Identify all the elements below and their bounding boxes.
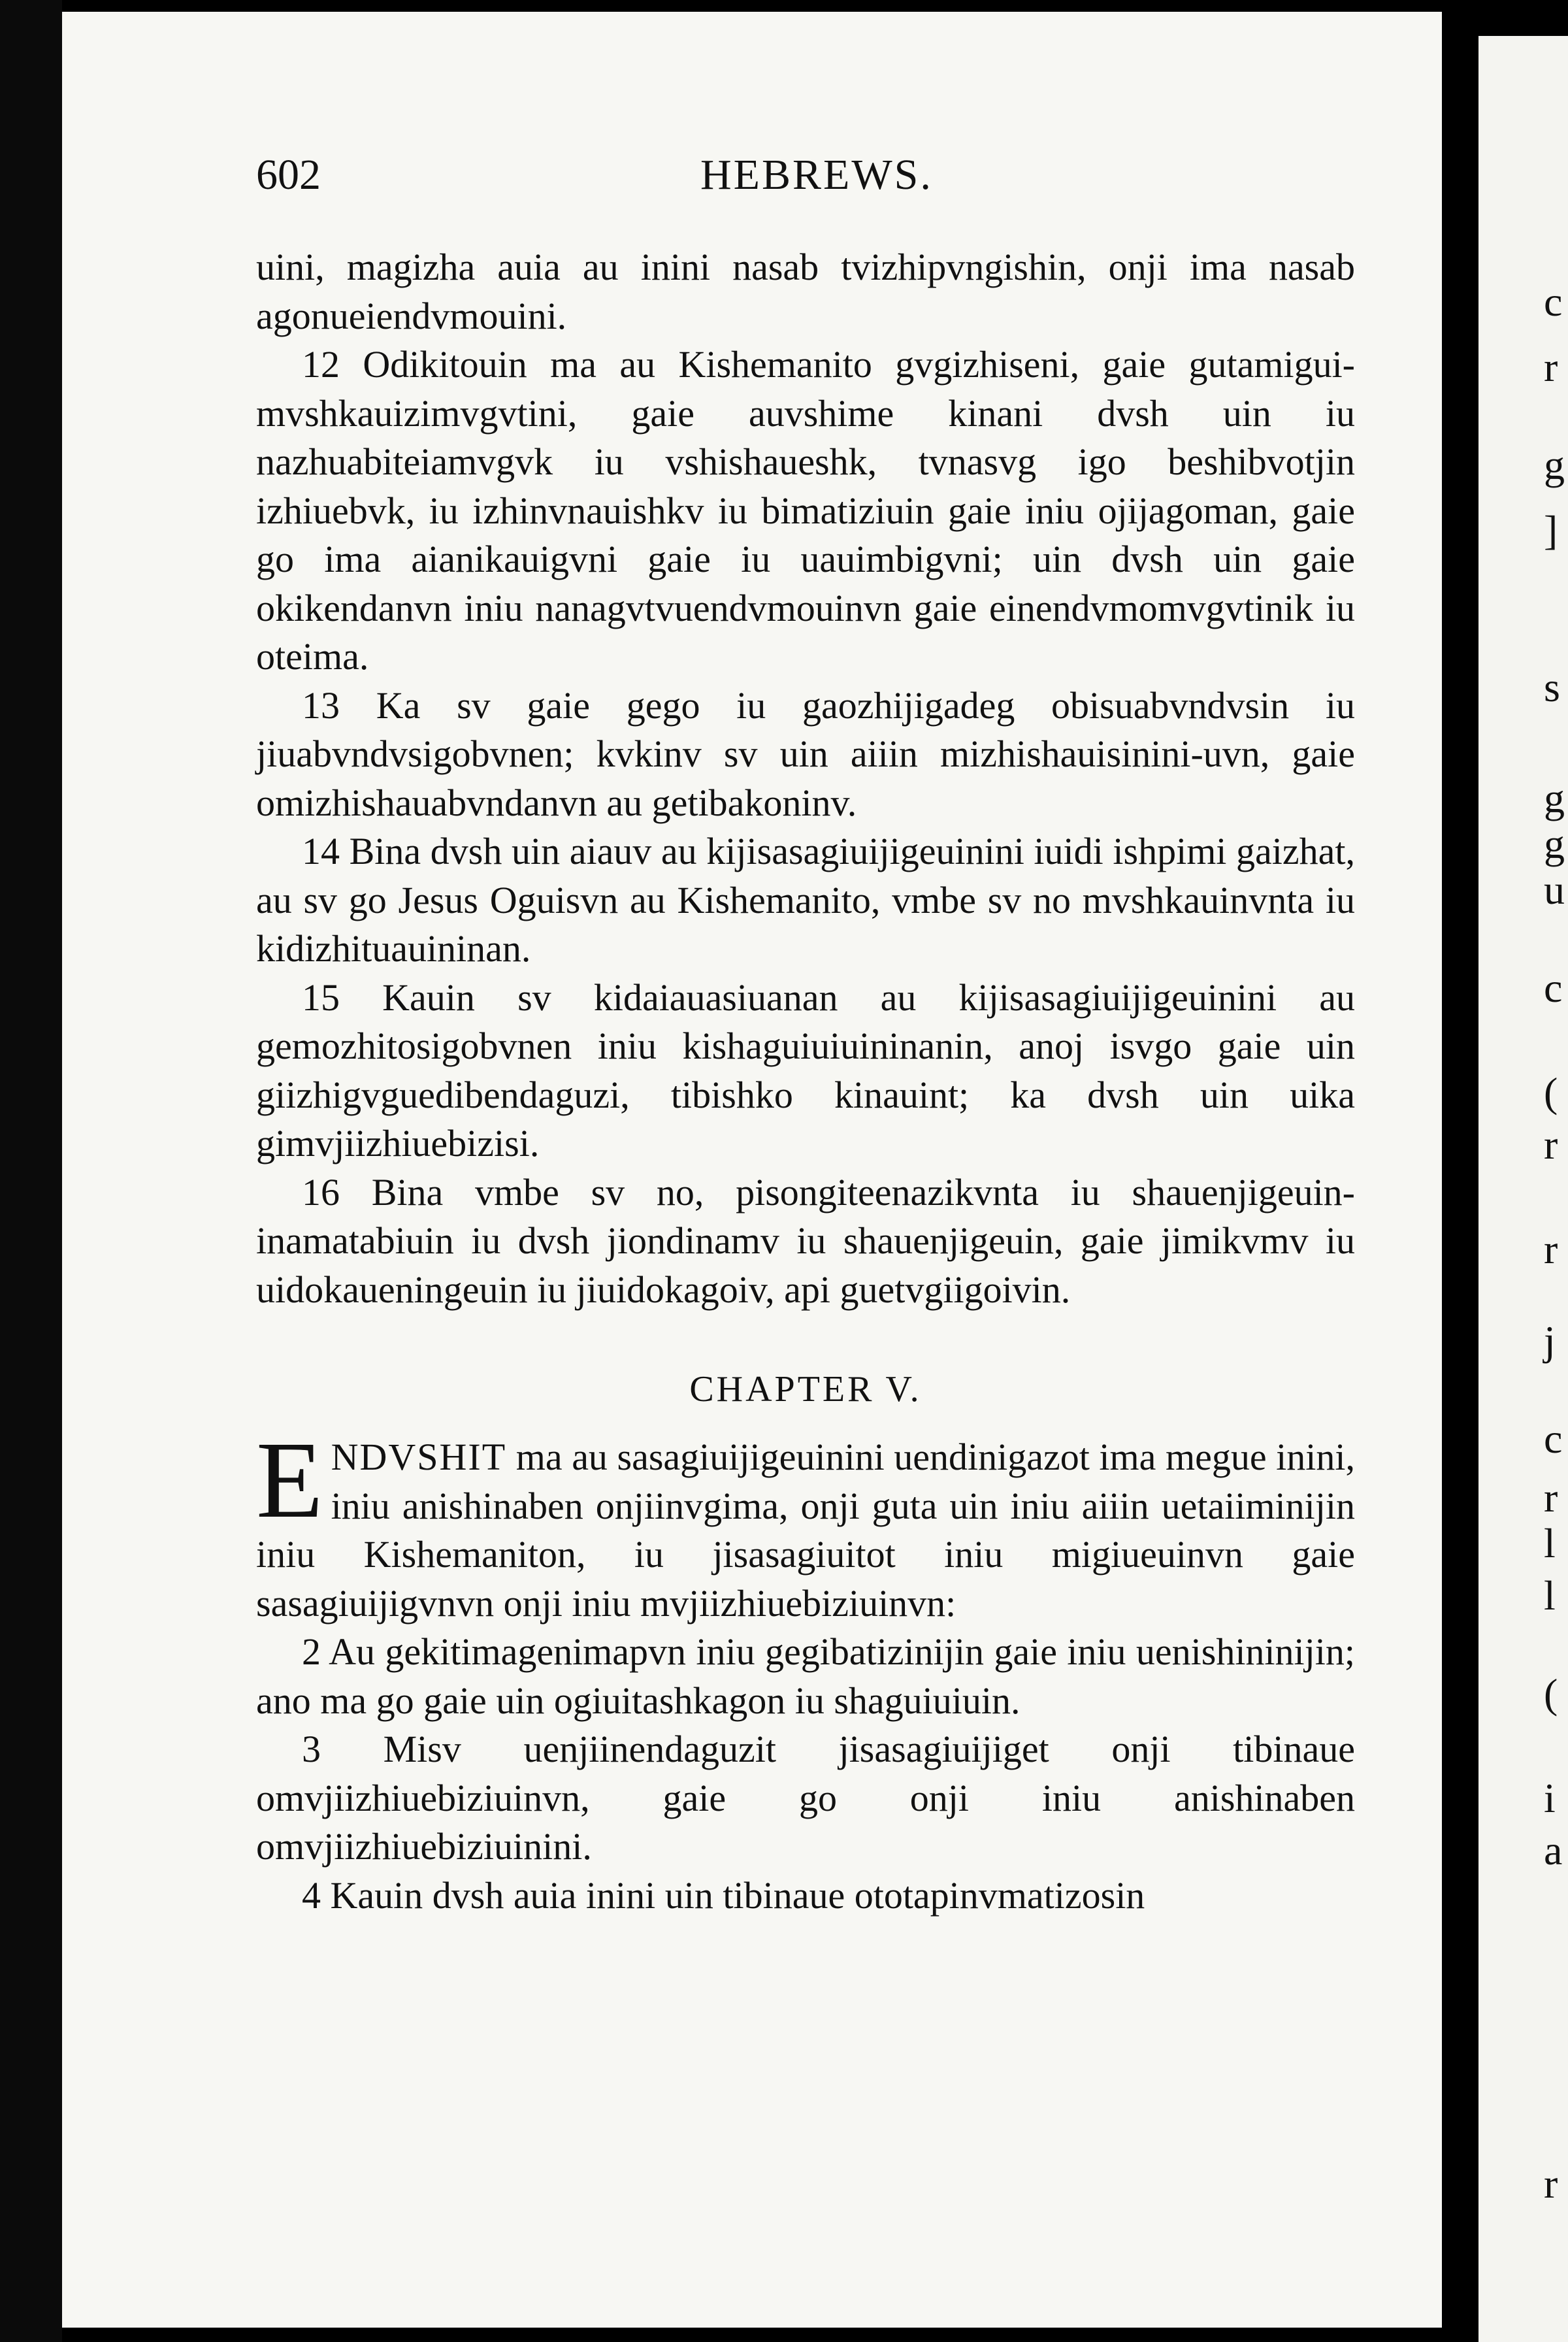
adjacent-page-fragment: i — [1544, 1775, 1556, 1821]
adjacent-page-fragment: s — [1544, 664, 1560, 710]
adjacent-page-fragment: r — [1544, 1121, 1558, 1168]
verse-paragraph: 4 Kauin dvsh auia inini uin tibinaue ototapinvmatizosin — [302, 1873, 1145, 1917]
page-gutter — [1442, 0, 1478, 2342]
adjacent-page-fragment: u — [1544, 866, 1565, 913]
verse-paragraph: 3 Misv uenjiinendaguzit jisasagiuijiget onji tibinaue omvjiizhiuebiziuinvn, gaie go onji iniu anishinaben omvjiizhiuebiziuinini. — [256, 1728, 1355, 1868]
adjacent-page-fragment: ( — [1544, 1670, 1558, 1717]
verse-paragraph: 15 Kauin sv kidaiauasiuanan au kijisasagiuijigeuinini au gemozhitosigobvnen iniu kishaguiuiuininanin, anoj isvgo gaie uin giizhigvguedibendaguzi, tibishko kinauint; ka dvsh uin uika gimvjiizhiuebizisi. — [256, 976, 1355, 1164]
adjacent-page-fragment: l — [1544, 1520, 1556, 1566]
opening-word: NDVSHIT — [331, 1436, 507, 1478]
adjacent-page-fragment: r — [1544, 1474, 1558, 1521]
chapter-opening-paragraph — [256, 1419, 1355, 1628]
page-body — [256, 243, 1355, 1920]
adjacent-page-fragment: g — [1544, 821, 1565, 867]
running-header — [256, 150, 1367, 209]
adjacent-page-fragment: g — [1544, 775, 1565, 821]
verse-paragraph: 2 Au gekitimagenimapvn iniu gegibatizinijin gaie iniu uenishininijin; ano ma go gaie uin ogiuitashkagon iu shaguiuiuin. — [256, 1630, 1355, 1722]
adjacent-page-fragment: ] — [1544, 507, 1558, 553]
verse-paragraph: 16 Bina vmbe sv no, pisongiteenazikvnta iu shauenjigeuin-inamatabiuin iu dvsh jiondinamv iu shauenjigeuin, gaie jimikvmv iu uidokaueningeuin iu jiuidokagoiv, api guetvgiigoivin. — [256, 1170, 1355, 1311]
adjacent-page-fragment: c — [1544, 278, 1563, 325]
verse-paragraph: 12 Odikitouin ma au Kishemanito gvgizhiseni, gaie gutamigui-mvshkauizimvgvtini, gaie auvshime kinani dvsh uin iu nazhuabiteiamvgvk iu vshishaueshk, tvnasvg igo beshibvotjin izhiuebvk, iu izhinvnauishkv iu bimatiziuin gaie iniu ojijagoman, gaie go ima aianikauigvni gaie iu uauimbigvni; uin dvsh uin gaie okikendanvn iniu nanagvtvuendvmouinvn gaie einendvmomvgvtinik iu oteima. — [256, 343, 1355, 678]
verse-paragraph: 13 Ka sv gaie gego iu gaozhijigadeg obisuabvndvsin iu jiuabvndvsigobvnen; kvkinv sv uin aiiin mizhishauisinini-uvn, gaie omizhishauabvndanvn au getibakoninv. — [256, 684, 1355, 824]
adjacent-page-fragment: a — [1544, 1827, 1563, 1873]
adjacent-page-fragment: c — [1544, 965, 1563, 1011]
page-number: 602 — [256, 151, 321, 199]
adjacent-page-fragment: r — [1544, 1226, 1558, 1272]
paragraph: uini, magizha auia au inini nasab tvizhipvngishin, onji ima nasab agonueiendvmouini. — [256, 246, 1355, 337]
adjacent-page-fragment: ( — [1544, 1069, 1558, 1115]
adjacent-page-fragment: r — [1544, 2160, 1558, 2207]
chapter-heading: CHAPTER V. — [689, 1369, 922, 1410]
verse-paragraph: 14 Bina dvsh uin aiauv au kijisasagiuijigeuinini iuidi ishpimi gaizhat, au sv go Jesus Oguisvn au Kishemanito, vmbe sv no mvshkauinvnta iu kidizhituauininan. — [256, 830, 1355, 970]
adjacent-page-fragment: c — [1544, 1415, 1563, 1462]
adjacent-page-fragment: l — [1544, 1572, 1556, 1619]
running-title: HEBREWS. — [700, 151, 933, 199]
opening-text: ma au sasagiuijigeuinini uendinigazot ima megue inini, iniu anishinaben onjiinvgima, onji guta uin iniu aiiin uetaiiminijin iniu Kishemaniton, iu jisasagiuitot iniu migiueuinvn gaie sasagiuijigvnvn onji iniu mvjiizhiuebiziuinvn: — [256, 1436, 1355, 1625]
adjacent-page-fragment: r — [1544, 344, 1558, 390]
drop-cap: E — [256, 1419, 323, 1541]
adjacent-page-fragment: j — [1544, 1317, 1556, 1364]
adjacent-page-edge — [1478, 36, 1568, 2342]
adjacent-page-fragment: g — [1544, 442, 1565, 488]
book-spine — [0, 0, 62, 2342]
